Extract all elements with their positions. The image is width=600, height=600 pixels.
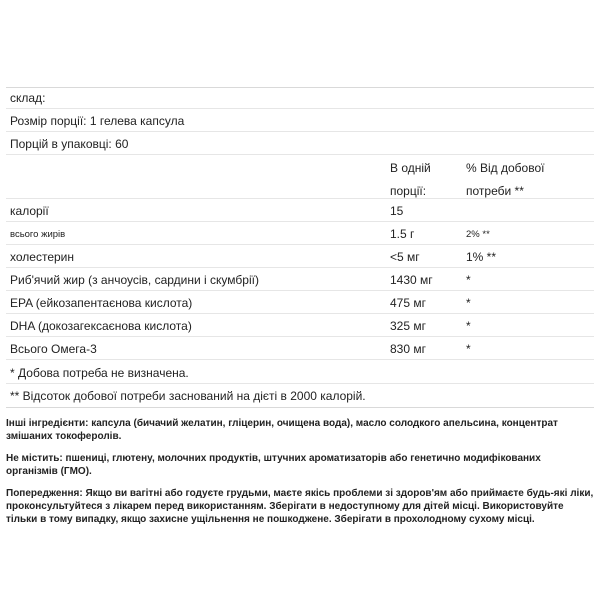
nutrient-amount: 15 (390, 204, 404, 218)
nutrient-daily-value: * (466, 342, 471, 356)
table-row (6, 244, 594, 267)
nutrient-daily-value: 1% ** (466, 250, 497, 264)
table-row (6, 336, 594, 359)
footnote-percent-daily-value-basis: ** Відсоток добової потреби заснований на дієті в 2000 калорій. (10, 389, 366, 403)
serving-size-row (6, 108, 594, 131)
nutrient-amount: 1430 мг (390, 273, 433, 287)
nutrient-daily-value: 2% ** (466, 229, 490, 240)
nutrient-daily-value: * (466, 319, 471, 333)
table-row (6, 267, 594, 290)
nutrient-name: калорії (10, 204, 49, 218)
daily-value-header: % Від добової потреби ** (466, 161, 545, 198)
supplement-facts-table (6, 87, 594, 408)
nutrient-name: Риб'ячий жир (з анчоусів, сардини і скумбрії) (10, 273, 259, 287)
amount-per-serving-header: В одній порції: (390, 161, 431, 198)
nutrient-daily-value: * (466, 273, 471, 287)
free-from-text: Не містить: пшениці, глютену, молочних продуктів, штучних ароматизаторів або генетично модифікованих організмів (ГМО). (6, 453, 541, 477)
facts-title-row (6, 87, 594, 108)
nutrient-name: EPA (ейкозапентаєнова кислота) (10, 296, 193, 310)
table-header-row (6, 154, 594, 198)
nutrient-amount: 1.5 г (390, 227, 415, 241)
table-row (6, 290, 594, 313)
nutrient-name: всього жирів (10, 229, 66, 240)
servings-per-container: Порцій в упаковці: 60 (10, 137, 129, 151)
warning-text: Попередження: Якщо ви вагітні або годуєте грудьми, маєте якісь проблеми зі здоров'ям або приймаєте будь-які ліки, проконсультуйтеся з лікарем перед використанням. Зберігати в недоступному для дітей місці. Використовуйте тільки в тому випадку, якщо захисне ущільнення не пошкоджене. Зберігати в прохолодному сухому місці. (6, 488, 594, 525)
nutrient-amount: 325 мг (390, 319, 426, 333)
nutrient-name: холестерин (10, 250, 74, 264)
servings-per-container-row (6, 131, 594, 154)
other-ingredients-text: Інші інгредієнти: капсула (бичачий желатин, гліцерин, очищена вода), масло солодкого апельсина, концентрат змішаних токоферолів. (6, 418, 558, 442)
nutrient-amount: 475 мг (390, 296, 426, 310)
facts-title: склад: (10, 91, 46, 105)
footnote-row (6, 383, 594, 408)
nutrient-amount: 830 мг (390, 342, 426, 356)
nutrient-name: Всього Омега-3 (10, 342, 97, 356)
footnote-row (6, 359, 594, 383)
product-notes (6, 417, 594, 526)
footnote-daily-value-not-established: * Добова потреба не визначена. (10, 366, 189, 380)
table-row (6, 198, 594, 221)
table-row (6, 313, 594, 336)
table-row (6, 221, 594, 244)
nutrient-daily-value: * (466, 296, 471, 310)
serving-size: Розмір порції: 1 гелева капсула (10, 114, 185, 128)
nutrient-name: DHA (докозагексаєнова кислота) (10, 319, 192, 333)
nutrient-amount: <5 мг (390, 250, 420, 264)
